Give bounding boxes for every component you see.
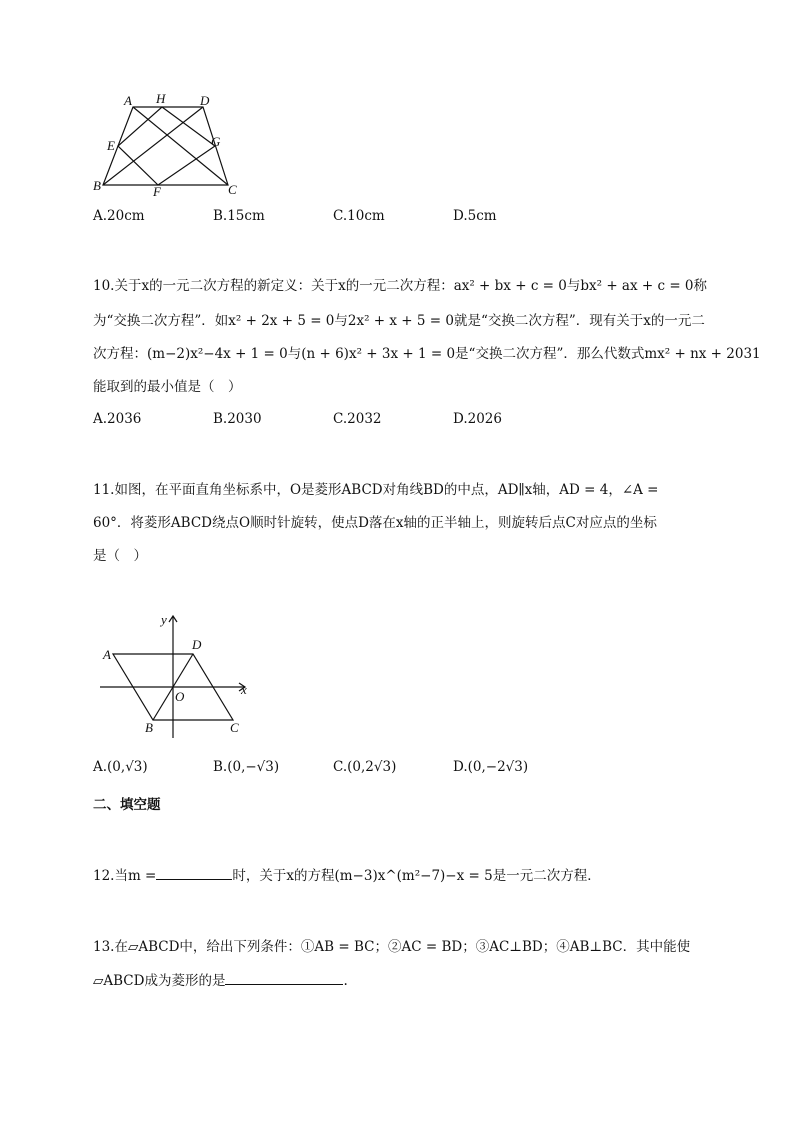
- q12-prefix: 12.当m =: [93, 868, 157, 884]
- label-C: C: [230, 720, 239, 735]
- q11-line-2: 60°．将菱形ABCD绕点O顺时针旋转，使点D落在x轴的正半轴上，则旋转后点C对应点的坐标: [93, 515, 657, 531]
- q13-line-2: [93, 969, 348, 989]
- label-y: y: [161, 612, 167, 627]
- label-D: D: [200, 93, 210, 108]
- q10-option-d[interactable]: D.2026: [453, 411, 502, 427]
- q11-option-c[interactable]: C.(0,2√3): [333, 759, 397, 775]
- q11-rhombus-figure: [95, 610, 260, 745]
- q10-line-4: 能取到的最小值是（ ）: [93, 379, 242, 395]
- q12-answer-blank[interactable]: [156, 865, 232, 880]
- q10-line-1: 10.关于x的一元二次方程的新定义：关于x的一元二次方程：ax² + bx + c = 0与bx² + ax + c = 0称: [93, 278, 708, 294]
- q9-option-c[interactable]: C.10cm: [333, 208, 385, 224]
- q10-option-b[interactable]: B.2030: [213, 411, 262, 427]
- q12-line: [93, 864, 601, 884]
- q12-suffix: 时，关于x的方程(m−3)x^(m²−7)−x = 5是一元二次方程．: [232, 868, 601, 884]
- section-title-fill-in: 二、填空题: [93, 797, 161, 813]
- label-A: A: [124, 93, 132, 108]
- q9-option-d[interactable]: D.5cm: [453, 208, 497, 224]
- q11-option-b[interactable]: B.(0,−√3): [213, 759, 280, 775]
- label-F: F: [153, 184, 161, 199]
- q10-line-3: 次方程：(m−2)x²−4x + 1 = 0与(n + 6)x² + 3x + 1 = 0是“交换二次方程”．那么代数式mx² + nx + 2031: [93, 346, 761, 362]
- q11-option-d[interactable]: D.(0,−2√3): [453, 759, 529, 775]
- label-E: E: [107, 138, 115, 153]
- label-x: x: [241, 682, 247, 697]
- q13-suffix: .: [343, 973, 348, 989]
- q13-prefix: ▱ABCD成为菱形的是: [93, 973, 226, 989]
- q9-trapezoid-figure: [90, 92, 250, 202]
- label-A: A: [103, 647, 111, 662]
- label-B: B: [93, 178, 101, 193]
- q11-option-a[interactable]: A.(0,√3): [93, 759, 148, 775]
- label-C: C: [228, 182, 237, 197]
- q10-option-c[interactable]: C.2032: [333, 411, 382, 427]
- label-H: H: [156, 92, 166, 106]
- q10-option-a[interactable]: A.2036: [93, 411, 142, 427]
- q11-line-3: 是（ ）: [93, 548, 147, 564]
- trapezoid-outline: [103, 107, 228, 185]
- label-D: D: [192, 637, 202, 652]
- label-G: G: [211, 134, 221, 149]
- label-B: B: [145, 720, 153, 735]
- q9-option-b[interactable]: B.15cm: [213, 208, 265, 224]
- q9-option-a[interactable]: A.20cm: [93, 208, 145, 224]
- q13-line-1: 13.在▱ABCD中，给出下列条件：①AB = BC；②AC = BD；③AC⊥BD；④AB⊥BC．其中能使: [93, 939, 691, 955]
- q10-line-2: 为“交换二次方程”．如x² + 2x + 5 = 0与2x² + x + 5 = 0就是“交换二次方程”．现有关于x的一元二: [93, 313, 705, 329]
- quadrilateral-EFGH: [118, 107, 215, 185]
- label-O: O: [175, 689, 185, 704]
- q13-answer-blank[interactable]: [225, 970, 343, 985]
- q11-line-1: 11.如图，在平面直角坐标系中，O是菱形ABCD对角线BD的中点，AD∥x轴，AD = 4，∠A =: [93, 482, 659, 498]
